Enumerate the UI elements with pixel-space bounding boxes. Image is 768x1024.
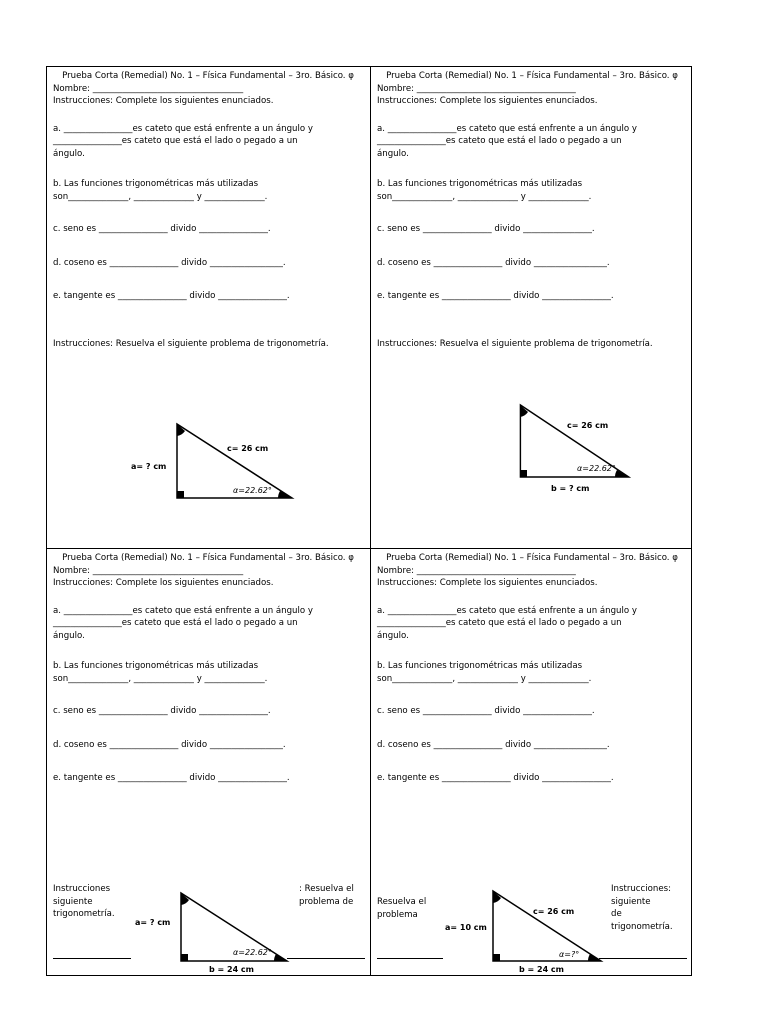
question-c: c. seno es ________________ divido ________________.	[53, 706, 271, 716]
answer-line-left	[377, 958, 443, 959]
side-a-label: a= 10 cm	[445, 923, 487, 932]
right-angle-marker	[181, 954, 188, 961]
instructions-solve: Instrucciones: Resuelva el siguiente problema de trigonometría.	[377, 338, 653, 349]
triangle-shape	[493, 891, 601, 961]
question-a-line2: ________________es cateto que está el lado o pegado a un	[53, 618, 298, 628]
question-d: d. coseno es ________________ divido _________________.	[53, 257, 286, 268]
triangle-figure	[127, 419, 307, 514]
right-angle-marker	[177, 491, 184, 498]
question-a-line3: ángulo.	[377, 630, 409, 641]
question-c: c. seno es ________________ divido ________________.	[377, 706, 595, 716]
question-b-line2: son______________, ______________ y ______________.	[53, 191, 268, 202]
alpha-angle-marker	[278, 491, 292, 498]
side-c-label: c= 26 cm	[533, 907, 575, 916]
instructions-solve: Instrucciones: Resuelva el siguiente problema de trigonometría.	[53, 338, 329, 349]
question-b-line1: b. Las funciones trigonométricas más utilizadas	[377, 661, 583, 671]
right-angle-marker	[520, 470, 527, 477]
side-c-label: c= 26 cm	[567, 421, 609, 430]
name-field: Nombre: ___________________________________	[53, 83, 244, 94]
side-b-label: b = 24 cm	[519, 965, 564, 973]
quiz-title: Prueba Corta (Remedial) No. 1 – Física Fundamental – 3ro. Básico. φ	[62, 71, 354, 81]
question-a-line1: a. ________________es cateto que está enfrente a un ángulo y	[377, 123, 637, 134]
name-field: Nombre: ___________________________________	[53, 565, 244, 576]
question-b-line2: son______________, ______________ y ______________.	[377, 191, 592, 202]
name-field: Nombre: _____________________________________	[377, 565, 576, 576]
quiz-card-bottom-left	[47, 549, 369, 975]
alpha-angle-marker	[615, 470, 628, 477]
question-a-line2: ________________es cateto que está el lado o pegado a un	[377, 618, 622, 628]
answer-line-left	[53, 958, 131, 959]
question-a-line2: ________________es cateto que está el lado o pegado a un	[377, 136, 622, 146]
alpha-label: α=22.62°	[233, 486, 272, 495]
quiz-title: Prueba Corta (Remedial) No. 1 – Física Fundamental – 3ro. Básico. φ	[386, 553, 678, 563]
question-b-line1: b. Las funciones trigonométricas más utilizadas	[53, 179, 259, 189]
instructions-solve-left: Instrucciones siguiente trigonometría.	[53, 884, 115, 919]
quiz-title: Prueba Corta (Remedial) No. 1 – Física Fundamental – 3ro. Básico. φ	[386, 71, 678, 81]
instructions-solve-left: Resuelva el problema	[377, 897, 427, 920]
right-angle-marker	[493, 954, 500, 961]
question-b-line1: b. Las funciones trigonométricas más utilizadas	[53, 661, 259, 671]
quiz-card-bottom-right	[371, 549, 693, 975]
side-a-label: a= ? cm	[131, 462, 167, 471]
side-b-label: b = 24 cm	[209, 965, 254, 973]
quiz-title: Prueba Corta (Remedial) No. 1 – Física Fundamental – 3ro. Básico. φ	[62, 553, 354, 563]
instructions-solve-right: Instrucciones: siguiente de trigonometría.	[611, 884, 673, 932]
instructions-solve-right: : Resuelva el problema de	[299, 884, 354, 907]
triangle-figure	[445, 887, 605, 978]
question-e: e. tangente es ________________ divido ________________.	[377, 291, 614, 301]
question-a-line1: a. ________________es cateto que está enfrente a un ángulo y	[53, 123, 313, 134]
alpha-label: α=?°	[559, 950, 580, 959]
name-field: Nombre: _____________________________________	[377, 83, 576, 94]
instructions-complete: Instrucciones: Complete los siguientes enunciados.	[53, 578, 274, 588]
question-d: d. coseno es ________________ divido _________________.	[53, 739, 286, 750]
answer-line-right	[287, 958, 365, 959]
question-a-line1: a. ________________es cateto que está enfrente a un ángulo y	[377, 605, 637, 616]
instructions-complete: Instrucciones: Complete los siguientes enunciados.	[377, 96, 598, 106]
question-c: c. seno es ________________ divido ________________.	[377, 224, 595, 234]
side-c-label: c= 26 cm	[227, 444, 269, 453]
question-a-line3: ángulo.	[377, 148, 409, 159]
question-d: d. coseno es ________________ divido _________________.	[377, 257, 610, 268]
question-a-line3: ángulo.	[53, 148, 85, 159]
question-e: e. tangente es ________________ divido ________________.	[377, 773, 614, 783]
alpha-angle-marker	[588, 954, 601, 961]
question-b-line1: b. Las funciones trigonométricas más utilizadas	[377, 179, 583, 189]
question-c: c. seno es ________________ divido ________________.	[53, 224, 271, 234]
question-d: d. coseno es ________________ divido _________________.	[377, 739, 610, 750]
quiz-card-top-left	[47, 67, 369, 548]
triangle-figure	[471, 403, 631, 500]
alpha-angle-marker	[274, 954, 287, 961]
answer-line-right	[599, 958, 687, 959]
quiz-sheet-grid	[46, 66, 692, 976]
triangle-figure	[133, 889, 293, 978]
question-a-line2: ________________es cateto que está el lado o pegado a un	[53, 136, 298, 146]
side-a-label: a= ? cm	[135, 918, 171, 927]
question-a-line1: a. ________________es cateto que está enfrente a un ángulo y	[53, 605, 313, 616]
instructions-complete: Instrucciones: Complete los siguientes enunciados.	[377, 578, 598, 588]
alpha-label: α=22.62°	[233, 948, 272, 957]
alpha-label: α=22.62°	[577, 464, 616, 473]
quiz-card-top-right	[371, 67, 693, 548]
side-b-label: b = ? cm	[551, 484, 590, 493]
question-a-line3: ángulo.	[53, 630, 85, 641]
question-b-line2: son______________, ______________ y ______________.	[53, 673, 268, 684]
question-e: e. tangente es ________________ divido ________________.	[53, 773, 290, 783]
question-e: e. tangente es ________________ divido ________________.	[53, 291, 290, 301]
question-b-line2: son______________, ______________ y ______________.	[377, 673, 592, 684]
instructions-complete: Instrucciones: Complete los siguientes enunciados.	[53, 96, 274, 106]
